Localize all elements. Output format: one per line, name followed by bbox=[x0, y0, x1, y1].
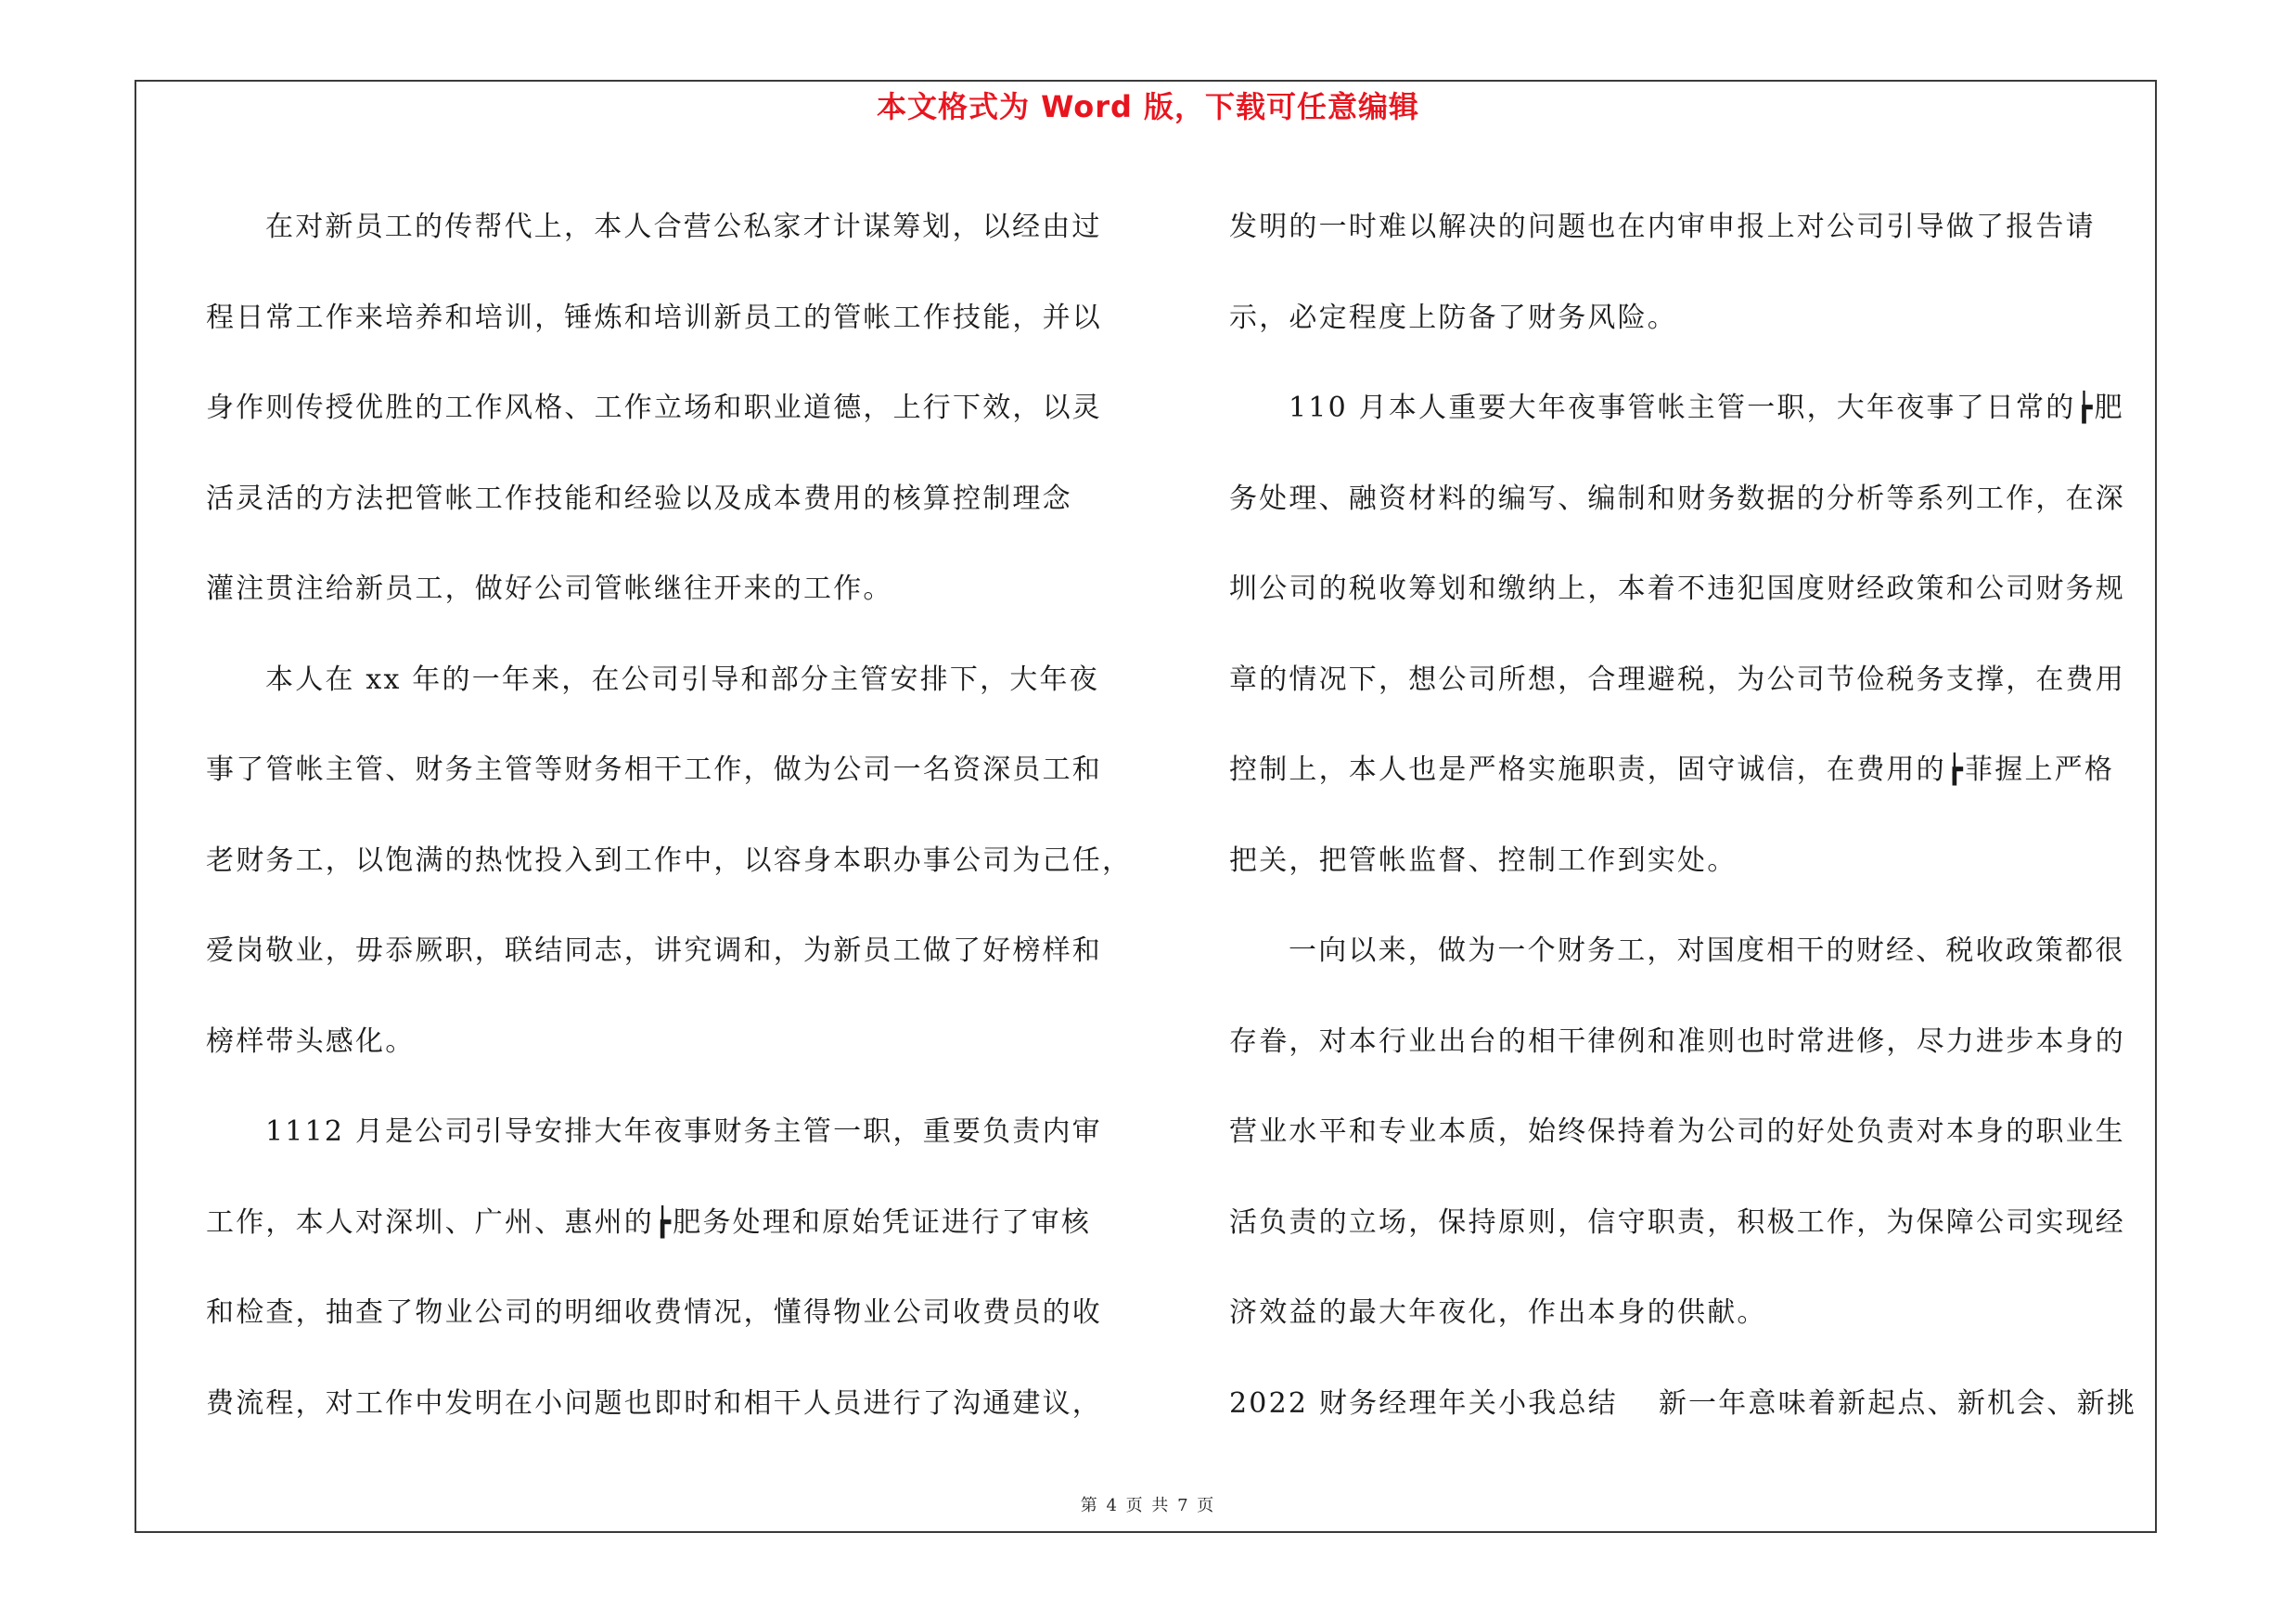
header-notice: 本文格式为 Word 版，下载可任意编辑 bbox=[876, 89, 1420, 124]
body-line: 存眷，对本行业出台的相干律例和准则也时常进修，尽力进步本身的 bbox=[1229, 1024, 2125, 1058]
body-line: 榜样带头感化。 bbox=[206, 1024, 416, 1058]
body-line: 控制上，本人也是严格实施职责，固守诚信，在费用的┢菲握上严格 bbox=[1229, 754, 2115, 786]
body-line: 济效益的最大年夜化，作出本身的供献。 bbox=[1229, 1296, 1767, 1329]
body-line: 费流程，对工作中发明在小问题也即时和相干人员进行了沟通建议， bbox=[206, 1386, 1102, 1420]
body-line: 圳公司的税收筹划和缴纳上，本着不违犯国度财经政策和公司财务规 bbox=[1229, 573, 2125, 605]
body-line: 活负责的立场，保持原则，信守职责，积极工作，为保障公司实现经 bbox=[1229, 1205, 2125, 1239]
page-number: 第 4 页 共 7 页 bbox=[1080, 1496, 1216, 1515]
body-line: 务处理、融资材料的编写、编制和财务数据的分析等系列工作，在深 bbox=[1229, 482, 2125, 515]
left-column bbox=[206, 182, 1138, 1449]
body-line: 示，必定程度上防备了财务风险。 bbox=[1229, 301, 1677, 334]
body-line: 老财务工，以饱满的热忱投入到工作中，以容身本职办事公司为己任， bbox=[206, 844, 1133, 877]
body-line: 本人在 xx 年的一年来，在公司引导和部分主管安排下，大年夜 bbox=[265, 663, 1099, 696]
body-line: 营业水平和专业本质，始终保持着为公司的好处负责对本身的职业生 bbox=[1229, 1115, 2125, 1148]
body-line: 爱岗敬业，毋忝厥职，联结同志，讲究调和，为新员工做了好榜样和 bbox=[206, 934, 1102, 967]
body-line: 1112 月是公司引导安排大年夜事财务主管一职，重要负责内审 bbox=[265, 1115, 1102, 1148]
body-line: 把关，把管帐监督、控制工作到实处。 bbox=[1229, 844, 1738, 877]
body-line: 和检查，抽查了物业公司的明细收费情况，懂得物业公司收费员的收 bbox=[206, 1296, 1102, 1329]
body-line: 一向以来，做为一个财务工，对国度相干的财经、税收政策都很 bbox=[1289, 934, 2125, 967]
body-line: 活灵活的方法把管帐工作技能和经验以及成本费用的核算控制理念 bbox=[206, 482, 1072, 515]
body-line: 在对新员工的传帮代上，本人合营公私家才计谋筹划，以经由过 bbox=[265, 211, 1102, 243]
body-line: 灌注贯注给新员工，做好公司管帐继往开来的工作。 bbox=[206, 573, 893, 605]
body-line: 2022 财务经理年关小我总结 新一年意味着新起点、新机会、新挑 bbox=[1229, 1386, 2137, 1420]
body-line: 工作，本人对深圳、广州、惠州的┢肥务处理和原始凭证进行了审核 bbox=[206, 1205, 1092, 1239]
body-line: 章的情况下，想公司所想，合理避税，为公司节俭税务支撑，在费用 bbox=[1229, 663, 2125, 696]
body-line: 身作则传授优胜的工作风格、工作立场和职业道德，上行下效，以灵 bbox=[206, 392, 1102, 424]
body-line: 事了管帐主管、财务主管等财务相干工作，做为公司一名资深员工和 bbox=[206, 754, 1102, 786]
right-column bbox=[1229, 182, 2148, 1449]
body-line: 110 月本人重要大年夜事管帐主管一职，大年夜事了日常的┢肥 bbox=[1289, 392, 2124, 424]
body-line: 程日常工作来培养和培训，锤炼和培训新员工的管帐工作技能，并以 bbox=[206, 301, 1102, 334]
body-line: 发明的一时难以解决的问题也在内审申报上对公司引导做了报告请 bbox=[1229, 211, 2096, 243]
